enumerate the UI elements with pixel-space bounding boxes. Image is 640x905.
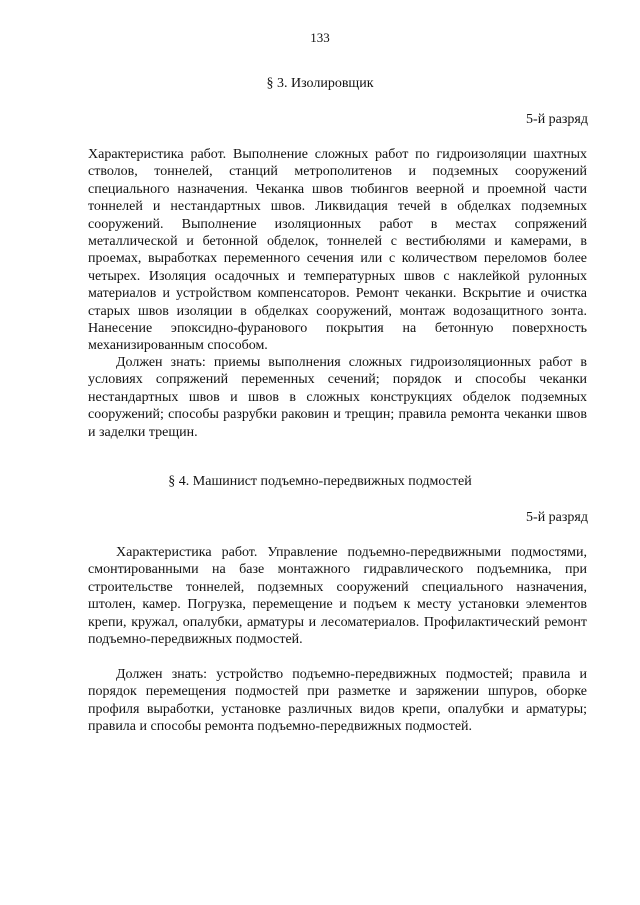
page-number: 133 [310, 30, 330, 45]
section-3-title: § 3. Изолировщик [266, 76, 374, 91]
section-4-knowledge: Должен знать: устройство подъемно-передвижных подмостей; правила и порядок перемещения подмостей при разметке и заряжении шпуров, оборке профиля выработки, установке различных видов крепи, опалубки и арматуры; правила и способы ремонта подъемно-передвижных подмостей. [88, 667, 587, 735]
section-3-grade: 5-й разряд [526, 112, 588, 127]
section-4-characteristic: Характеристика работ. Управление подъемно-передвижными подмостями, смонтированными на базе монтажного гидравлического подъемника, при строительстве тоннелей, подземных сооружений специального назначения, штолен, камер. Погрузка, перемещение и подъем к месту установки элементов крепи, кружал, опалубки, арматуры и лесоматериалов. Профилактический ремонт подъемно-передвижных подмостей. [88, 545, 587, 648]
section-3-knowledge: Должен знать: приемы выполнения сложных гидроизоляционных работ в условиях сопряжений переменных сечений; порядок и способы чеканки нестандартных швов и швов в сложных конструкциях обделок подземных сооружений; способы разрубки раковин и трещин; правила ремонта чеканки швов и заделки трещин. [88, 355, 587, 440]
section-3-characteristic: Характеристика работ. Выполнение сложных работ по гидроизоляции шахтных стволов, тоннелей, станций метрополитенов и подземных сооружений специального назначения. Чеканка швов тюбингов веерной и проемной части тоннелей и нестандартных швов. Ликвидация течей в обделках подземных сооружений. Выполнение изоляционных работ в местах сопряжений металлической и бетонной обделок, тоннелей с вестибюлями и камерами, в проемах, выработках переменного сечения или с количеством переломов более четырех. Изоляция осадочных и температурных швов с наклейкой рулонных материалов и устройством компенсаторов. Ремонт чеканки. Вскрытие и очистка старых швов изоляции в обделках сооружений, монтаж водозащитного зонта. Нанесение эпоксидно-фуранового покрытия на бетонную поверхность механизированным способом. [88, 147, 587, 354]
section-4-title: § 4. Машинист подъемно-передвижных подмостей [168, 474, 472, 489]
section-4-grade: 5-й разряд [526, 510, 588, 525]
